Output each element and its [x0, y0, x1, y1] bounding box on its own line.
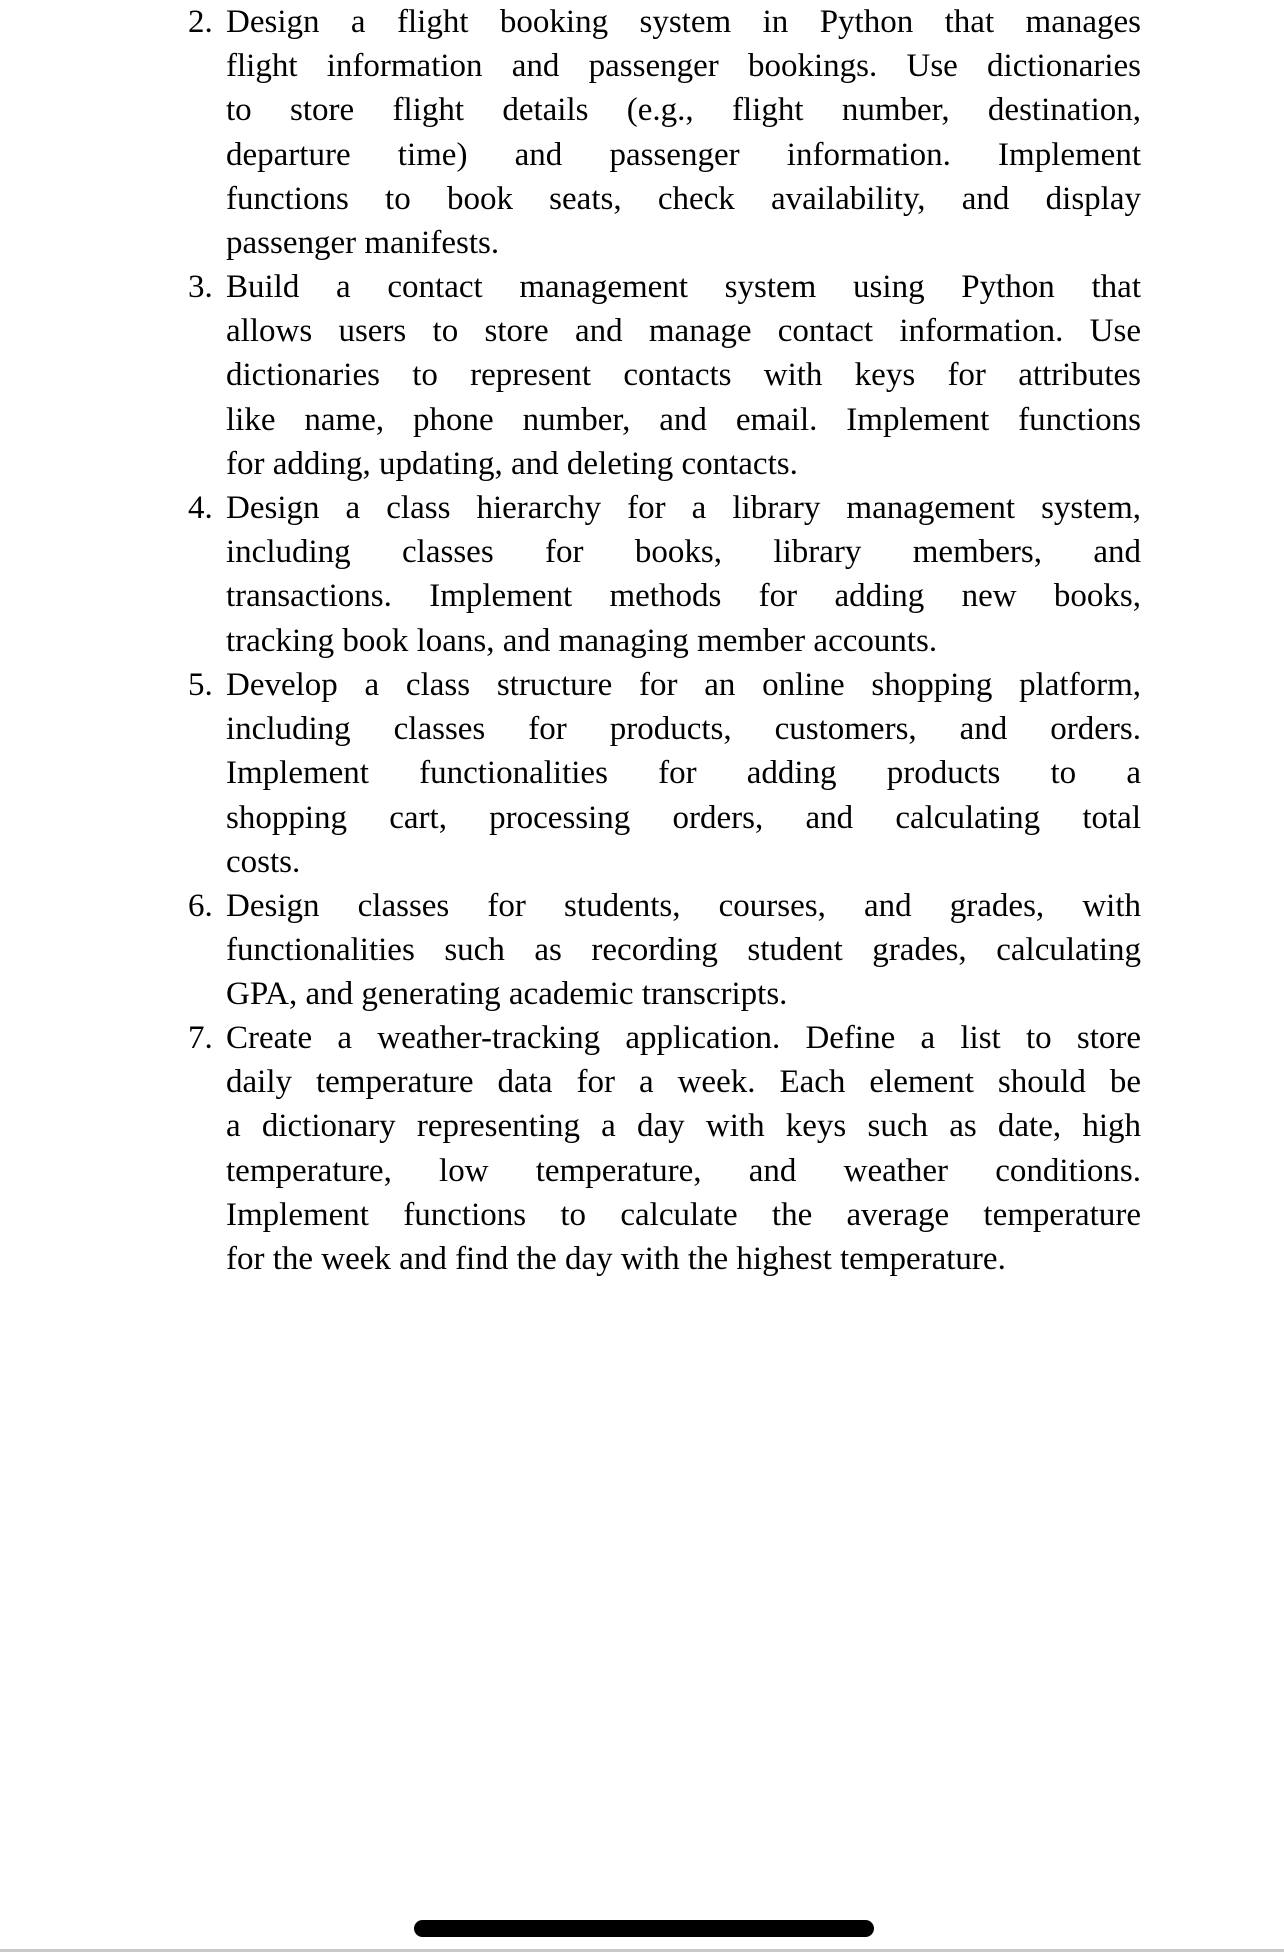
item-text-line: dictionaries to represent contacts with keys for attributes [226, 357, 1141, 394]
item-text-line: departure time) and passenger information. Implement [226, 136, 1141, 173]
item-text-line: Design classes for students, courses, and grades, with [226, 888, 1141, 924]
item-text-line: tracking book loans, and managing member accounts. [226, 622, 938, 659]
item-text-line: including classes for books, library members, and [226, 534, 1141, 571]
item-text-line: Build a contact management system using Python that [226, 269, 1141, 305]
item-text-line: for adding, updating, and deleting contacts. [226, 445, 798, 482]
item-text-line: costs. [226, 843, 301, 880]
item-text-line: a dictionary representing a day with keys such as date, high [226, 1108, 1141, 1145]
item-text-line: Implement functions to calculate the average temperature [226, 1196, 1141, 1233]
item-text-line: Create a weather-tracking application. Define a list to store [226, 1020, 1141, 1056]
item-text-line: functionalities such as recording student grades, calculating [226, 932, 1141, 969]
item-number: 5. [188, 667, 213, 703]
item-number: 2. [188, 4, 213, 40]
item-text-line: like name, phone number, and email. Implement functions [226, 401, 1141, 438]
item-text-line: transactions. Implement methods for adding new books, [226, 578, 1141, 615]
item-text-line: flight information and passenger bookings. Use dictionaries [226, 48, 1141, 85]
item-text-line: allows users to store and manage contact information. Use [226, 313, 1141, 350]
item-number: 4. [188, 490, 213, 526]
item-text-line: including classes for products, customers, and orders. [226, 711, 1141, 748]
item-text-line: passenger manifests. [226, 225, 500, 261]
item-text-line: to store flight details (e.g., flight number, destination, [226, 92, 1141, 129]
item-text-line: for the week and find the day with the highest temperature. [226, 1241, 1006, 1277]
item-number: 7. [188, 1020, 213, 1056]
item-number: 6. [188, 888, 213, 924]
item-text-line: GPA, and generating academic transcripts. [226, 976, 788, 1013]
home-indicator[interactable] [414, 1920, 874, 1937]
item-text-line: Implement functionalities for adding products to a [226, 755, 1141, 792]
item-text-line: shopping cart, processing orders, and calculating total [226, 799, 1141, 836]
item-text-line: Develop a class structure for an online shopping platform, [226, 667, 1141, 703]
item-text-line: daily temperature data for a week. Each element should be [226, 1064, 1141, 1101]
item-text-line: temperature, low temperature, and weather conditions. [226, 1152, 1141, 1189]
item-text-line: Design a flight booking system in Python that manages [226, 4, 1141, 40]
item-number: 3. [188, 269, 213, 305]
item-text-line: functions to book seats, check availability, and display [226, 180, 1141, 217]
item-text-line: Design a class hierarchy for a library management system, [226, 490, 1141, 526]
